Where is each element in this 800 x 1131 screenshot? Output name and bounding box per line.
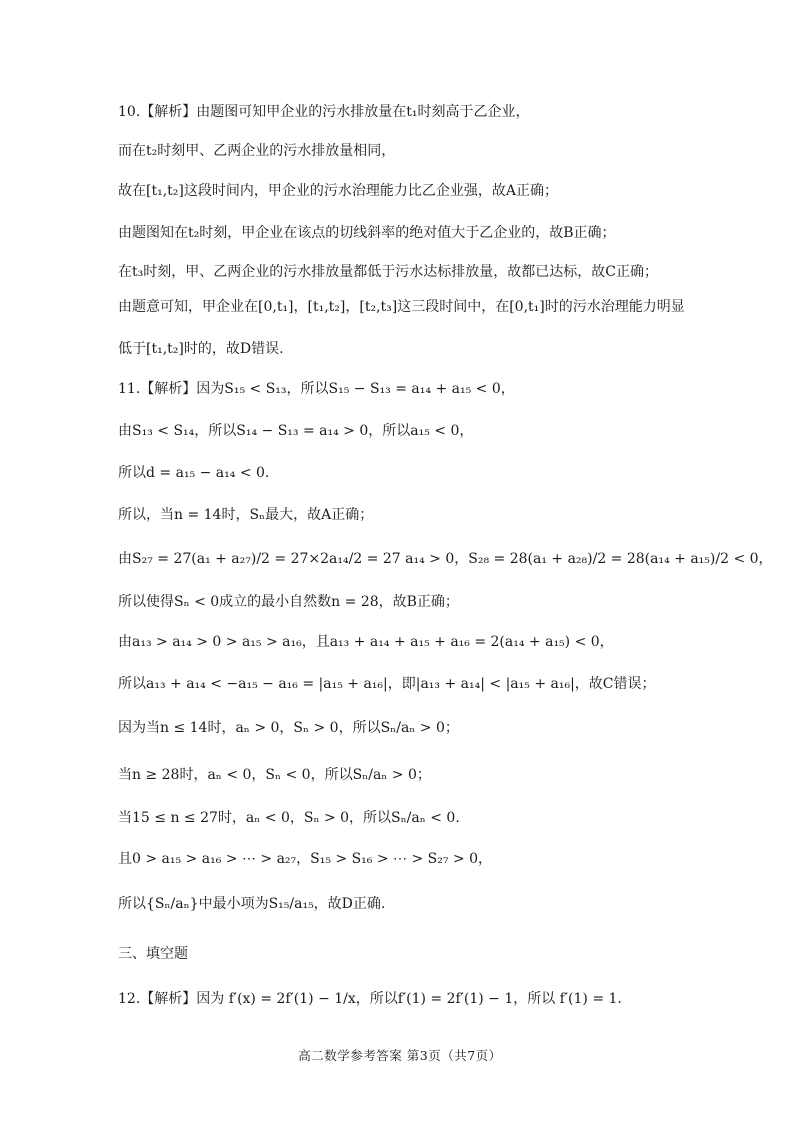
text-line: 所以，当n = 14时，Sₙ最大，故A正确； — [118, 507, 374, 523]
text-line: 所以使得Sₙ < 0成立的最小自然数n = 28，故B正确； — [118, 594, 459, 610]
text-line: 故在[t₁,t₂]这段时间内，甲企业的污水治理能力比乙企业强，故A正确； — [118, 183, 558, 199]
text-line: 所以{Sₙ/aₙ}中最小项为S₁₅/a₁₅，故D正确. — [118, 896, 386, 912]
text-line: 由题意可知，甲企业在[0,t₁]，[t₁,t₂]，[t₂,t₃]这三段时间中，在[0,t₁]时的污水治理能力明显 — [118, 299, 685, 315]
page-footer: 高二数学参考答案 第3页（共7页） — [298, 1048, 502, 1063]
formula-line: 由S₂₇ = 27(a₁ + a₂₇)/2 = 27×2a₁₄/2 = 27 a₁₄ > 0，S₂₈ = 28(a₁ + a₂₈)/2 = 28(a₁₄ + a₁₅)/2 < 0， — [118, 551, 773, 567]
text-line: 所以d = a₁₅ − a₁₄ < 0. — [118, 465, 270, 481]
text-line: 在t₃时刻，甲、乙两企业的污水排放量都低于污水达标排放量，故都已达标，故C正确； — [118, 264, 658, 280]
text-line: 由S₁₃ < S₁₄，所以S₁₄ − S₁₃ = a₁₄ > 0，所以a₁₅ < 0， — [118, 423, 474, 439]
text-line: 由题图知在t₂时刻，甲企业在该点的切线斜率的绝对值大于乙企业的，故B正确； — [118, 225, 616, 241]
text-line: 当n ≥ 28时，aₙ < 0，Sₙ < 0，所以Sₙ/aₙ > 0； — [118, 767, 431, 783]
text-line: 低于[t₁,t₂]时的，故D错误. — [118, 341, 284, 357]
text-line: 因为当n ≤ 14时，aₙ > 0，Sₙ > 0，所以Sₙ/aₙ > 0； — [118, 720, 459, 736]
text-line: 当15 ≤ n ≤ 27时，aₙ < 0，Sₙ > 0，所以Sₙ/aₙ < 0. — [118, 810, 460, 826]
text-line: 而在t₂时刻甲、乙两企业的污水排放量相同， — [118, 143, 396, 159]
text-line: 且0 > a₁₅ > a₁₆ > ⋯ > a₂₇，S₁₅ > S₁₆ > ⋯ > S₂₇ > 0， — [118, 851, 493, 867]
text-line: 10.【解析】由题图可知甲企业的污水排放量在t₁时刻高于乙企业， — [118, 104, 530, 120]
text-line: 所以a₁₃ + a₁₄ < −a₁₅ − a₁₆ = |a₁₅ + a₁₆|，即|a₁₃ + a₁₄| < |a₁₅ + a₁₆|，故C错误； — [118, 676, 656, 692]
section-title: 三、填空题 — [118, 946, 188, 962]
text-line: 由a₁₃ > a₁₄ > 0 > a₁₅ > a₁₆，且a₁₃ + a₁₄ + a₁₅ + a₁₆ = 2(a₁₄ + a₁₅) < 0， — [118, 634, 614, 650]
solution-12-line: 12.【解析】因为 f′(x) = 2f′(1) − 1/x，所以f′(1) = 2f′(1) − 1，所以 f′(1) = 1. — [118, 991, 622, 1007]
solution-11-heading: 11.【解析】因为S₁₅ < S₁₃，所以S₁₅ − S₁₃ = a₁₄ + a₁₅ < 0， — [118, 381, 515, 397]
